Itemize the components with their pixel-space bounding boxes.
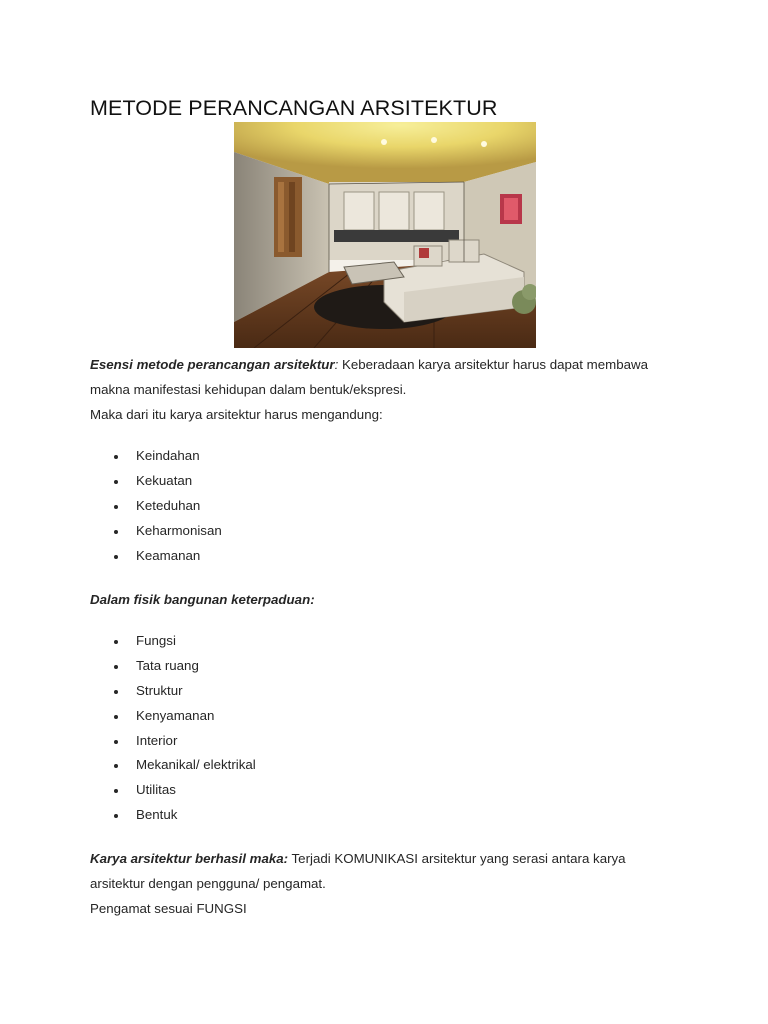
closing-lead: Karya arsitektur berhasil maka: — [90, 851, 289, 866]
page-title: METODE PERANCANGAN ARSITEKTUR — [90, 96, 498, 120]
list-item: Kekuatan — [90, 469, 222, 494]
list-item: Keteduhan — [90, 494, 222, 519]
list-item: Kenyamanan — [90, 704, 256, 729]
intro-colon: : — [334, 357, 339, 372]
list-item: Mekanikal/ elektrikal — [90, 753, 256, 778]
intro-paragraph — [90, 352, 680, 427]
list-item: Utilitas — [90, 778, 256, 803]
list-item: Keharmonisan — [90, 519, 222, 544]
intro-line2: makna manifestasi kehidupan dalam bentuk/ekspresi. — [90, 382, 407, 397]
closing-line2: arsitektur dengan pengguna/ pengamat. — [90, 876, 326, 891]
intro-line1: Keberadaan karya arsitektur harus dapat membawa — [338, 357, 649, 372]
section2-heading-paragraph — [90, 587, 680, 612]
closing-line3: Pengamat sesuai FUNGSI — [90, 901, 247, 916]
list-item: Interior — [90, 729, 256, 754]
closing-paragraph — [90, 846, 680, 921]
qualities-list — [90, 444, 222, 568]
list-item: Keamanan — [90, 544, 222, 569]
closing-line1: Terjadi KOMUNIKASI arsitektur yang serasi antara karya — [288, 851, 626, 866]
section2-heading: Dalam fisik bangunan keterpaduan: — [90, 592, 315, 607]
list-item: Keindahan — [90, 444, 222, 469]
list-item: Bentuk — [90, 803, 256, 828]
interior-sketch-image — [234, 122, 536, 348]
integration-list — [90, 629, 256, 828]
intro-line3: Maka dari itu karya arsitektur harus mengandung: — [90, 407, 383, 422]
list-item: Struktur — [90, 679, 256, 704]
intro-lead: Esensi metode perancangan arsitektur — [90, 357, 335, 372]
list-item: Tata ruang — [90, 654, 256, 679]
list-item: Fungsi — [90, 629, 256, 654]
